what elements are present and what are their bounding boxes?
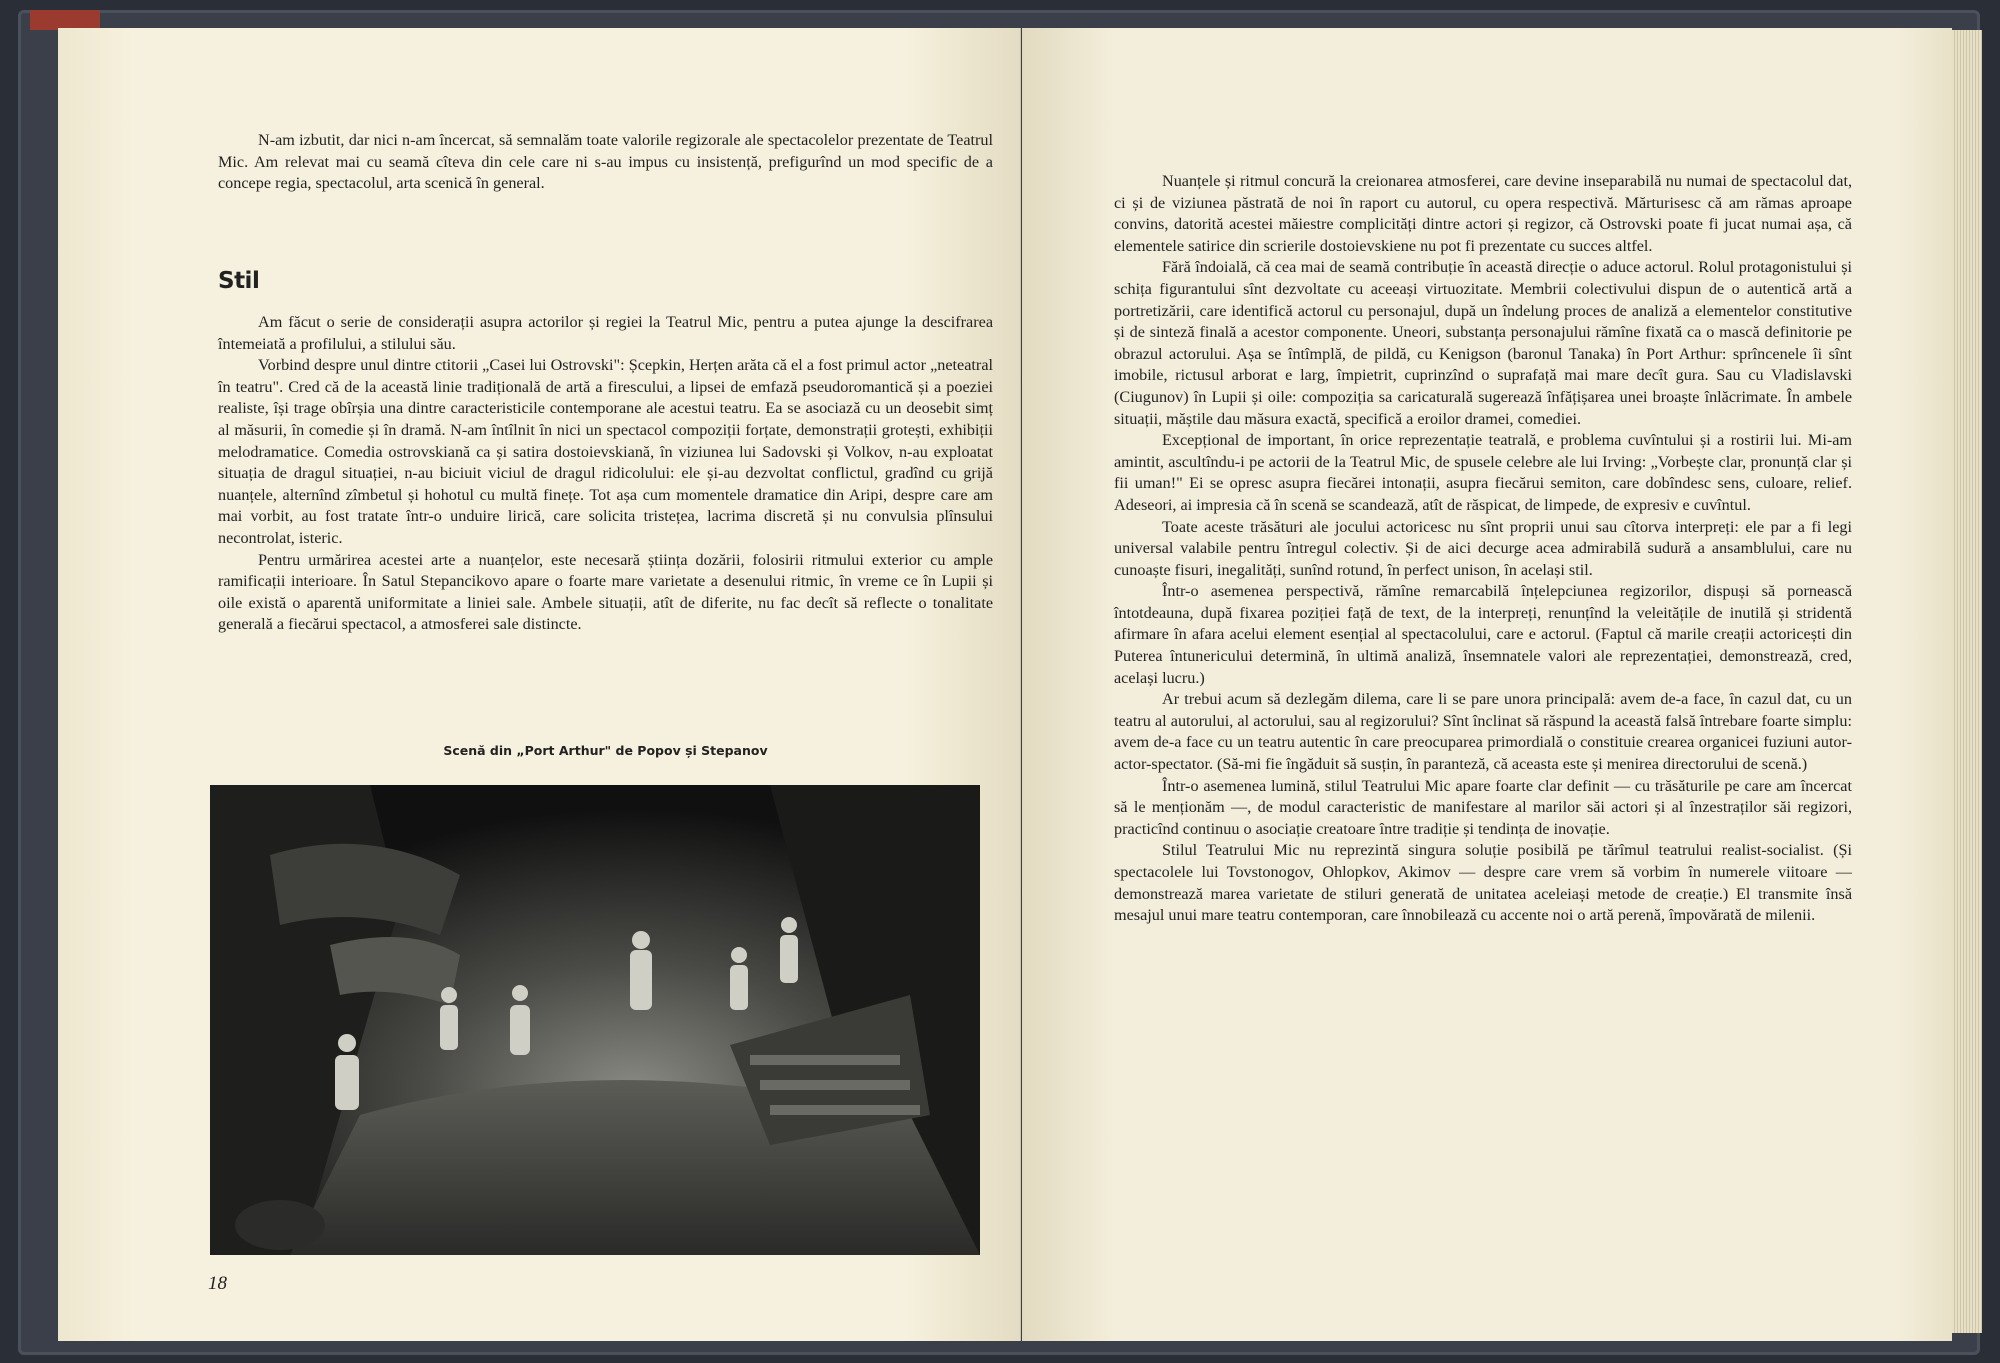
left-body bbox=[218, 312, 993, 636]
right-paragraph: Într-o asemenea lumină, stilul Teatrului Mic apare foarte clar definit — cu trăsăturile pe care am încercat să le menționăm —, de modul caracteristic de manifestare al marilor săi actori și al înzestraților săi regizori, practicînd continuu o asociație creatoare între tradiție și tendința de inovație. bbox=[1114, 776, 1852, 838]
section-heading: Stil bbox=[218, 268, 260, 294]
intro-text: N-am izbutit, dar nici n-am încercat, să semnalăm toate valorile regizorale ale spectacolelor prezentate de Teatrul Mic. Am relevat mai cu seamă cîteva din cele care ni s-au impus cu insistență, prefigurînd un mod specific de a concepe regia, spectacolul, arta scenică în general. bbox=[218, 131, 993, 193]
right-paragraph: Nuanțele și ritmul concură la creionarea atmosferei, care devine inseparabilă nu numai de spectacolul dat, ci și de viziunea păstrată de noi în raport cu autorul, cu opera respectivă. Mărturisesc că am rămas aproape convins, datorită acestei măiestre complicități dintre actori și regizor, că Ostrovski poate fi jucat numai așa, că elementele satirice din scrierile dostoievskiene nu pot fi prezentate cu succes altfel. bbox=[1114, 172, 1852, 255]
right-paragraph: Stilul Teatrului Mic nu reprezintă singura soluție posibilă pe tărîmul teatrului realist-socialist. (Și spectacolele lui Tovstonogov, Ohlopkov, Akimov — despre care vrem să vorbim în numerele viitoare — demonstrează marea varietate de stiluri generată de unitatea aceleiași metode de creație.) El transmite însă mesajul unui mare teatru contemporan, care înnobilează cu accente noi o artă perenă, împovărată de milenii. bbox=[1114, 841, 1852, 925]
left-paragraph: Pentru urmărirea acestei arte a nuanțelor, este necesară știința dozării, folosirii ritmului exterior cu ample ramificații interioare. În Satul Stepancikovo apare o foarte mare varietate a desenului ritmic, în vreme ce în Lupii și oile există o aparentă uniformitate a liniei sale. Ambele situații, atît de diferite, nu fac decît să reflecte o tonalitate generală a fiecărui spectacol, a atmosferei sale distincte. bbox=[218, 550, 993, 634]
right-body bbox=[1114, 171, 1852, 927]
photo-caption: Scenă din „Port Arthur" de Popov și Stepanov bbox=[443, 743, 768, 758]
intro-paragraph bbox=[218, 130, 993, 195]
left-page bbox=[58, 28, 1021, 1341]
right-paragraph: Fără îndoială, că cea mai de seamă contribuție în această direcție o aduce actorul. Rolul protagonistului și schița figurantului sînt dezvoltate cu aceeași virtuozitate. Membrii colectivului dispun de o autentică artă a portretizării, care identifică actorul cu personajul, după un îndelung proces de analiză a elementelor constitutive și de sinteză finală a acestor componente. Uneori, substanța personajului rămîne fixată ca o mască definitorie pe obrazul actorului. Așa se întîmplă, de pildă, cu Kenigson (baronul Tanaka) în Port Arthur: sprîncenele îi sînt imobile, rictusul arborat e larg, împietrit, cuprinzînd o suprafață mai mare decît gura. Sau cu Vladislavski (Ciugunov) în Lupii și oile: compoziția sa caricaturală sugerează înfățișarea unei broaște înlăcrimate. În ambele situații, măștile dau măsura exactă, specifică a eroilor dramei, comediei. bbox=[1114, 258, 1852, 428]
page-edges bbox=[1952, 30, 1982, 1333]
right-paragraph: Excepțional de important, în orice reprezentație teatrală, e problema cuvîntului și a rostirii lui. Mi-am amintit, ascultîndu-i pe actorii de la Teatrul Mic, de spusele celebre ale lui Irving: „Vorbește clar, pronunță clar și fii uman!" Ei se opresc asupra fiecărei intonații, asupra fiecărui semiton, care dobîndesc sens, culoare, relief. Adeseori, ai impresia că în scenă se scandează, atît de răspicat, de limpede, de expresiv e cuvîntul. bbox=[1114, 431, 1852, 514]
right-paragraph: Într-o asemenea perspectivă, rămîne remarcabilă înțelepciunea regizorilor, dispuși să pornească întotdeauna, după fixarea poziției față de text, de la interpreți, renunțînd la veleitățile de inutilă și stridentă afirmare în afara acelui element esențial al spectacolului, care e actorul. (Faptul că marile creații actoricești din Puterea întunericului determină, în ultimă analiză, însemnatele valori ale reprezentației, demonstrează, cred, același lucru.) bbox=[1114, 582, 1852, 687]
right-paragraph: Toate aceste trăsături ale jocului actoricesc nu sînt proprii unui sau cîtorva interpreți: ele par a fi legi universal valabile pentru întregul colectiv. Și de aici decurge acea admirabilă sudură a ansamblului, care nu cunoaște fisuri, inegalități, sunînd rotund, în perfect unison, în același stil. bbox=[1114, 517, 1852, 579]
cover-corner bbox=[30, 10, 100, 30]
left-paragraph: Am făcut o serie de considerații asupra actorilor și regiei la Teatrul Mic, pentru a putea ajunge la descifrarea întemeiată a profilului, a stilului său. bbox=[218, 313, 993, 353]
page-number: 18 bbox=[208, 1273, 227, 1294]
right-page bbox=[1022, 28, 1952, 1341]
stage-photo-image bbox=[210, 785, 980, 1255]
stage-photo bbox=[210, 785, 980, 1255]
left-paragraph: Vorbind despre unul dintre ctitorii „Casei lui Ostrovski": Șcepkin, Herțen arăta că el a fost primul actor „neteatral în teatru". Cred că de la această linie tradițională de artă a firescului, a lipsei de emfază pseudoromantică și a poeziei realiste, își trage obîrșia una dintre caracteristicile contemporane ale acestui teatru. Ea se asociază cu un deosebit simț al măsurii, în comedie și în dramă. N-am întîlnit în nici un spectacol compoziții forțate, demonstrații grotești, exhibiții melodramatice. Comedia ostrovskiană ca și satira dostoievskiană, în viziunea lui Sadovski și Volkov, n-au exploatat situația de dragul situației, n-au biciuit viciul de dragul ridicolului: ele și-au dezvoltat conflictul, gradînd cu grijă nuanțele, alternînd zîmbetul și hohotul cu multă finețe. Tot așa cum momentele dramatice din Aripi, despre care am mai vorbit, au fost tratate într-o unduire lirică, care solicita tristețea, lacrima discretă și nu convulsia plînsului necontrolat, isteric. bbox=[218, 356, 993, 547]
right-paragraph: Ar trebui acum să dezlegăm dilema, care li se pare unora principală: avem de-a face, în cazul dat, cu un teatru al autorului, al actorului, sau al regizorului? Sînt înclinat să răspund la această falsă întrebare foarte simplu: avem de-a face cu un teatru autentic în care preocuparea primordială o constituie crearea organicei fuziuni autor-actor-spectator. (Să-mi fie îngăduit să susțin, în paranteză, că aceasta este și menirea directorului de scenă.) bbox=[1114, 690, 1852, 774]
